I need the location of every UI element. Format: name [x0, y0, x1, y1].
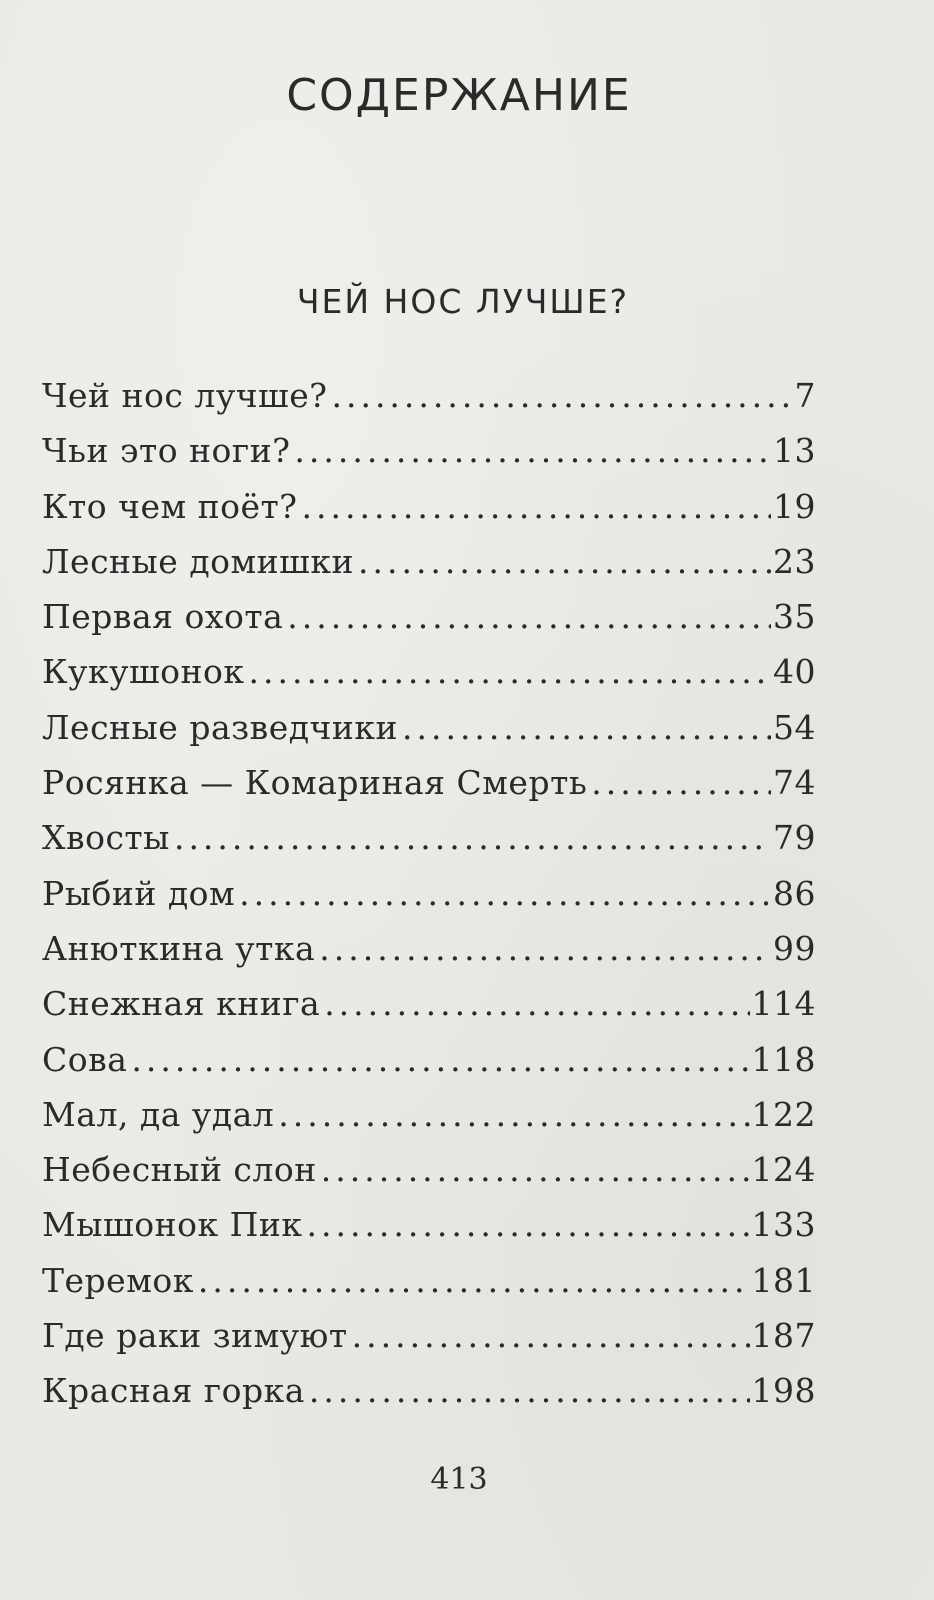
- toc-entry-page: 118: [751, 1039, 816, 1079]
- toc-entry: [42, 534, 816, 589]
- toc-entry-title: Теремок: [42, 1260, 194, 1300]
- toc-entry-page: 40: [773, 652, 816, 692]
- toc-entry: [42, 755, 816, 810]
- toc-entry-page: 23: [773, 541, 816, 581]
- toc-entry: [42, 700, 816, 755]
- toc-leader-dots: [321, 1142, 750, 1197]
- toc-entry-page: 74: [773, 763, 816, 803]
- toc-entry-title: Где раки зимуют: [42, 1316, 348, 1356]
- toc-entry: [42, 1032, 816, 1087]
- toc-entry-title: Чей нос лучше?: [42, 376, 328, 415]
- toc-entry-title: Кукушонок: [42, 652, 245, 692]
- toc-entry-page: 187: [751, 1316, 816, 1356]
- toc-entry-page: 99: [773, 928, 816, 968]
- toc-entry: [42, 810, 816, 865]
- toc-entry-page: 35: [773, 597, 816, 637]
- toc-leader-dots: [249, 644, 771, 699]
- contents-title: СОДЕРЖАНИЕ: [286, 70, 632, 121]
- toc-entry-page: 124: [751, 1150, 816, 1190]
- toc-entry: [42, 423, 816, 478]
- toc-entry-page: 114: [751, 984, 816, 1024]
- toc-entry-page: 133: [751, 1205, 816, 1245]
- toc-entry-title: Мышонок Пик: [42, 1205, 303, 1245]
- toc-leader-dots: [239, 866, 771, 921]
- toc-leader-dots: [309, 1363, 750, 1418]
- toc-entry-title: Рыбий дом: [42, 873, 236, 913]
- toc-entry: [42, 1363, 816, 1418]
- toc-leader-dots: [306, 1197, 749, 1252]
- toc-entry-title: Небесный слон: [42, 1150, 317, 1190]
- toc-entry-title: Красная горка: [42, 1371, 305, 1411]
- toc-leader-dots: [352, 1308, 750, 1363]
- toc-entry: [42, 866, 816, 921]
- toc-entry: [42, 1197, 816, 1252]
- toc-entry-title: Сова: [42, 1039, 128, 1079]
- toc-entry: [42, 1253, 816, 1308]
- toc-leader-dots: [131, 1032, 749, 1087]
- toc-entry-title: Снежная книга: [42, 984, 321, 1024]
- toc-entry-page: 122: [751, 1094, 816, 1134]
- toc-leader-dots: [331, 368, 792, 423]
- toc-leader-dots: [278, 1087, 749, 1142]
- toc-entry-title: Первая охота: [42, 597, 284, 637]
- toc-leader-dots: [174, 810, 771, 865]
- toc-entry-title: Лесные домишки: [42, 541, 354, 581]
- toc-entry: [42, 976, 816, 1031]
- toc-leader-dots: [198, 1253, 750, 1308]
- toc-entry: [42, 589, 816, 644]
- toc-entry-title: Кто чем поёт?: [42, 486, 298, 526]
- toc-entry-page: 198: [751, 1371, 816, 1411]
- toc-leader-dots: [358, 534, 771, 589]
- toc-leader-dots: [302, 479, 772, 534]
- toc-entry-page: 79: [773, 818, 816, 858]
- toc-entry: [42, 479, 816, 534]
- toc-entry-page: 54: [773, 707, 816, 747]
- toc-leader-dots: [294, 423, 771, 478]
- table-of-contents: [42, 368, 816, 1419]
- toc-entry-title: Анюткина утка: [42, 928, 316, 968]
- toc-entry: [42, 1087, 816, 1142]
- toc-entry-title: Лесные разведчики: [42, 707, 398, 747]
- toc-entry: [42, 921, 816, 976]
- toc-entry-page: 13: [773, 431, 816, 471]
- section-title: ЧЕЙ НОС ЛУЧШЕ?: [296, 282, 630, 321]
- toc-leader-dots: [591, 755, 771, 810]
- toc-leader-dots: [287, 589, 771, 644]
- toc-entry-page: 19: [773, 486, 816, 526]
- toc-leader-dots: [324, 976, 749, 1031]
- toc-entry: [42, 644, 816, 699]
- toc-leader-dots: [402, 700, 771, 755]
- toc-entry-title: Росянка — Комариная Смерть: [42, 763, 588, 803]
- toc-entry: [42, 368, 816, 423]
- toc-entry-title: Хвосты: [42, 818, 170, 858]
- toc-entry-title: Мал, да удал: [42, 1094, 275, 1134]
- toc-entry-title: Чьи это ноги?: [42, 431, 291, 471]
- toc-entry: [42, 1142, 816, 1197]
- toc-entry: [42, 1308, 816, 1363]
- toc-entry-page: 181: [751, 1260, 816, 1300]
- page-number: 413: [430, 1462, 488, 1497]
- toc-entry-page: 7: [794, 376, 816, 415]
- toc-leader-dots: [319, 921, 771, 976]
- toc-entry-page: 86: [773, 873, 816, 913]
